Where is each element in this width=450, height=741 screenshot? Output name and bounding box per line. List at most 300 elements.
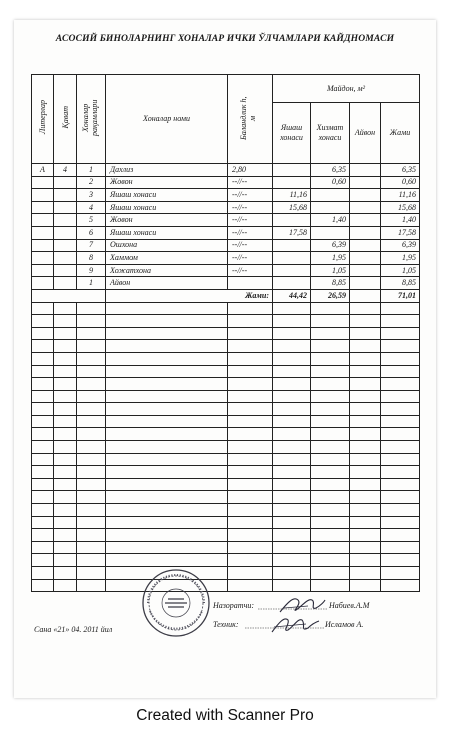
table-row [32, 264, 420, 277]
empty-cell [32, 415, 54, 428]
empty-cell [273, 403, 311, 416]
empty-cell [311, 529, 350, 542]
cell-liter [32, 201, 54, 214]
empty-cell [77, 315, 106, 328]
cell-liter [32, 252, 54, 265]
cell-name: Яшаш хонаси [106, 226, 228, 239]
empty-cell [381, 428, 420, 441]
empty-cell [32, 567, 54, 580]
empty-cell [381, 441, 420, 454]
empty-cell [273, 491, 311, 504]
empty-cell [350, 579, 381, 592]
cell-no: 8 [77, 252, 106, 265]
empty-cell [273, 415, 311, 428]
empty-row [32, 327, 420, 340]
empty-row [32, 478, 420, 491]
empty-cell [32, 516, 54, 529]
cell-height [228, 277, 273, 290]
empty-cell [77, 403, 106, 416]
cell-total: 1,95 [381, 252, 420, 265]
cell-balcony [350, 252, 381, 265]
cell-service [311, 226, 350, 239]
empty-cell [54, 529, 77, 542]
cell-floor [54, 252, 77, 265]
cell-living: 15,68 [273, 201, 311, 214]
scanner-watermark: Created with Scanner Pro [136, 707, 314, 724]
table-row [32, 239, 420, 252]
empty-cell [311, 504, 350, 517]
empty-row [32, 453, 420, 466]
empty-cell [350, 302, 381, 315]
cell-living [273, 277, 311, 290]
empty-cell [228, 478, 273, 491]
cell-no: 4 [77, 201, 106, 214]
cell-name: Жовон [106, 176, 228, 189]
empty-cell [32, 491, 54, 504]
empty-row [32, 554, 420, 567]
cell-no: 1 [77, 164, 106, 177]
cell-total: 0,60 [381, 176, 420, 189]
empty-cell [311, 541, 350, 554]
empty-cell [77, 541, 106, 554]
technician-label: Техник: [213, 620, 239, 629]
empty-cell [311, 340, 350, 353]
empty-cell [106, 453, 228, 466]
empty-cell [106, 378, 228, 391]
header-height: Баландлик h, м [228, 75, 273, 164]
empty-cell [77, 453, 106, 466]
empty-cell [32, 529, 54, 542]
cell-floor: 4 [54, 164, 77, 177]
empty-cell [311, 352, 350, 365]
empty-cell [77, 441, 106, 454]
empty-cell [350, 441, 381, 454]
empty-cell [381, 352, 420, 365]
empty-cell [228, 403, 273, 416]
empty-cell [311, 579, 350, 592]
empty-cell [32, 428, 54, 441]
empty-cell [273, 340, 311, 353]
header-floor: Қават [54, 75, 77, 164]
cell-balcony [350, 164, 381, 177]
empty-row [32, 352, 420, 365]
empty-cell [228, 466, 273, 479]
cell-service: 1,95 [311, 252, 350, 265]
empty-cell [106, 340, 228, 353]
totals-total: 71,01 [381, 289, 420, 302]
empty-cell [350, 453, 381, 466]
empty-cell [54, 340, 77, 353]
empty-cell [77, 327, 106, 340]
empty-cell [311, 403, 350, 416]
empty-cell [54, 567, 77, 580]
empty-cell [54, 541, 77, 554]
empty-cell [77, 428, 106, 441]
empty-cell [273, 441, 311, 454]
cell-height: --//-- [228, 176, 273, 189]
cell-name: Яшаш хонаси [106, 189, 228, 202]
cell-balcony [350, 201, 381, 214]
cell-height: --//-- [228, 239, 273, 252]
cell-service: 0,60 [311, 176, 350, 189]
empty-cell [381, 390, 420, 403]
empty-cell [32, 466, 54, 479]
cell-balcony [350, 176, 381, 189]
empty-cell [273, 504, 311, 517]
cell-no: 6 [77, 226, 106, 239]
cell-balcony [350, 264, 381, 277]
empty-cell [77, 365, 106, 378]
header-room-name: Хоналар номи [106, 75, 228, 164]
empty-cell [77, 491, 106, 504]
empty-row [32, 529, 420, 542]
empty-cell [350, 491, 381, 504]
empty-cell [228, 491, 273, 504]
technician-signature [270, 612, 320, 636]
empty-cell [54, 390, 77, 403]
header-room-no: Хоналар рақамлари [77, 75, 106, 164]
table-row [32, 277, 420, 290]
empty-cell [106, 466, 228, 479]
empty-cell [350, 529, 381, 542]
empty-cell [106, 554, 228, 567]
empty-cell [273, 453, 311, 466]
cell-living [273, 264, 311, 277]
empty-cell [106, 428, 228, 441]
cell-floor [54, 239, 77, 252]
empty-cell [273, 327, 311, 340]
empty-cell [350, 567, 381, 580]
empty-cell [350, 541, 381, 554]
empty-cell [228, 415, 273, 428]
empty-cell [381, 365, 420, 378]
empty-cell [77, 302, 106, 315]
empty-cell [273, 478, 311, 491]
empty-cell [54, 579, 77, 592]
empty-cell [273, 579, 311, 592]
header-liter: Литерлар [32, 75, 54, 164]
empty-cell [106, 491, 228, 504]
empty-cell [228, 541, 273, 554]
empty-cell [311, 390, 350, 403]
empty-cell [32, 340, 54, 353]
inspector-label: Назоратчи: [213, 601, 255, 610]
cell-living [273, 252, 311, 265]
empty-cell [350, 352, 381, 365]
empty-cell [350, 466, 381, 479]
empty-row [32, 441, 420, 454]
empty-row [32, 403, 420, 416]
empty-cell [273, 567, 311, 580]
empty-cell [381, 529, 420, 542]
empty-cell [77, 516, 106, 529]
empty-cell [381, 340, 420, 353]
table-row [32, 164, 420, 177]
cell-total: 15,68 [381, 201, 420, 214]
empty-cell [106, 315, 228, 328]
technician-name: Исламов А. [325, 620, 364, 629]
empty-cell [273, 541, 311, 554]
empty-row [32, 340, 420, 353]
header-service: Хизмат хонаси [311, 103, 350, 164]
empty-cell [106, 302, 228, 315]
empty-cell [381, 478, 420, 491]
empty-cell [106, 415, 228, 428]
empty-cell [228, 352, 273, 365]
empty-cell [350, 415, 381, 428]
cell-floor [54, 201, 77, 214]
empty-cell [228, 365, 273, 378]
cell-liter [32, 277, 54, 290]
table-row [32, 226, 420, 239]
cell-service: 8,85 [311, 277, 350, 290]
cell-empty [350, 289, 381, 302]
empty-cell [77, 504, 106, 517]
table-body [32, 164, 420, 592]
cell-service: 6,35 [311, 164, 350, 177]
cell-name: Ошхона [106, 239, 228, 252]
empty-cell [381, 315, 420, 328]
empty-cell [106, 504, 228, 517]
empty-cell [54, 554, 77, 567]
empty-cell [54, 491, 77, 504]
empty-cell [350, 327, 381, 340]
empty-cell [273, 365, 311, 378]
empty-cell [381, 579, 420, 592]
empty-cell [273, 529, 311, 542]
empty-row [32, 504, 420, 517]
empty-cell [54, 516, 77, 529]
cell-living [273, 176, 311, 189]
empty-cell [228, 428, 273, 441]
empty-cell [77, 352, 106, 365]
cell-height: --//-- [228, 189, 273, 202]
cell-height: --//-- [228, 226, 273, 239]
cell-floor [54, 189, 77, 202]
empty-cell [350, 315, 381, 328]
empty-cell [54, 378, 77, 391]
cell-height: --//-- [228, 252, 273, 265]
cell-service [311, 189, 350, 202]
empty-row [32, 541, 420, 554]
empty-cell [106, 516, 228, 529]
totals-label: Жами: [106, 289, 273, 302]
empty-cell [311, 365, 350, 378]
table-row [32, 214, 420, 227]
table-row [32, 201, 420, 214]
table-row [32, 176, 420, 189]
measurements-table [31, 74, 420, 592]
cell-no: 5 [77, 214, 106, 227]
totals-row [32, 289, 420, 302]
empty-cell [228, 390, 273, 403]
cell-no: 2 [77, 176, 106, 189]
empty-cell [77, 390, 106, 403]
empty-cell [350, 516, 381, 529]
empty-cell [350, 365, 381, 378]
empty-cell [32, 302, 54, 315]
empty-cell [77, 478, 106, 491]
table-row [32, 252, 420, 265]
empty-cell [228, 529, 273, 542]
empty-row [32, 491, 420, 504]
cell-liter [32, 264, 54, 277]
empty-cell [228, 567, 273, 580]
empty-cell [106, 541, 228, 554]
cell-balcony [350, 214, 381, 227]
cell-name: Дахлиз [106, 164, 228, 177]
empty-row [32, 567, 420, 580]
empty-cell [350, 478, 381, 491]
empty-cell [106, 441, 228, 454]
empty-cell [311, 554, 350, 567]
empty-cell [311, 567, 350, 580]
empty-row [32, 315, 420, 328]
cell-floor [54, 214, 77, 227]
empty-cell [106, 403, 228, 416]
empty-cell [228, 516, 273, 529]
empty-cell [54, 441, 77, 454]
empty-cell [311, 478, 350, 491]
cell-total: 8,85 [381, 277, 420, 290]
empty-cell [311, 428, 350, 441]
cell-balcony [350, 239, 381, 252]
empty-cell [32, 327, 54, 340]
empty-cell [273, 315, 311, 328]
empty-cell [311, 441, 350, 454]
cell-floor [54, 277, 77, 290]
empty-row [32, 428, 420, 441]
empty-cell [381, 567, 420, 580]
empty-cell [350, 403, 381, 416]
empty-cell [32, 315, 54, 328]
cell-living [273, 164, 311, 177]
cell-liter [32, 176, 54, 189]
empty-cell [273, 428, 311, 441]
empty-row [32, 415, 420, 428]
cell-floor [54, 176, 77, 189]
cell-floor [54, 226, 77, 239]
cell-liter: А [32, 164, 54, 177]
empty-cell [381, 466, 420, 479]
cell-service: 1,40 [311, 214, 350, 227]
empty-cell [77, 415, 106, 428]
empty-cell [381, 453, 420, 466]
empty-cell [350, 390, 381, 403]
empty-cell [311, 516, 350, 529]
empty-cell [311, 327, 350, 340]
empty-cell [106, 478, 228, 491]
cell-total: 1,05 [381, 264, 420, 277]
cell-name: Жовон [106, 214, 228, 227]
totals-living: 44,42 [273, 289, 311, 302]
empty-cell [381, 378, 420, 391]
cell-total: 11,16 [381, 189, 420, 202]
empty-cell [106, 529, 228, 542]
empty-cell [106, 352, 228, 365]
header-total: Жами [381, 103, 420, 164]
empty-cell [77, 378, 106, 391]
cell-no: 7 [77, 239, 106, 252]
cell-name: Айвон [106, 277, 228, 290]
empty-cell [273, 554, 311, 567]
empty-cell [381, 415, 420, 428]
empty-cell [32, 541, 54, 554]
empty-cell [54, 327, 77, 340]
cell-liter [32, 239, 54, 252]
cell-no: 1 [77, 277, 106, 290]
empty-cell [32, 365, 54, 378]
header-living: Яшаш хонаси [273, 103, 311, 164]
header-balcony: Айвон [350, 103, 381, 164]
cell-living [273, 239, 311, 252]
cell-liter [32, 189, 54, 202]
empty-cell [311, 315, 350, 328]
empty-cell [228, 340, 273, 353]
empty-cell [77, 554, 106, 567]
empty-cell [54, 478, 77, 491]
cell-empty [32, 289, 106, 302]
empty-cell [54, 315, 77, 328]
empty-cell [228, 315, 273, 328]
empty-cell [77, 579, 106, 592]
cell-name: Хаммом [106, 252, 228, 265]
empty-cell [273, 352, 311, 365]
empty-cell [32, 378, 54, 391]
empty-cell [381, 554, 420, 567]
empty-cell [106, 390, 228, 403]
empty-cell [54, 302, 77, 315]
empty-row [32, 378, 420, 391]
empty-cell [77, 466, 106, 479]
empty-row [32, 516, 420, 529]
cell-liter [32, 214, 54, 227]
cell-height: --//-- [228, 214, 273, 227]
empty-cell [77, 567, 106, 580]
empty-cell [32, 390, 54, 403]
cell-balcony [350, 226, 381, 239]
cell-height: 2,80 [228, 164, 273, 177]
empty-row [32, 466, 420, 479]
empty-cell [228, 302, 273, 315]
empty-cell [77, 340, 106, 353]
empty-cell [32, 441, 54, 454]
empty-cell [32, 453, 54, 466]
empty-cell [381, 327, 420, 340]
cell-floor [54, 264, 77, 277]
empty-cell [350, 378, 381, 391]
empty-cell [32, 504, 54, 517]
cell-service: 1,05 [311, 264, 350, 277]
empty-cell [54, 403, 77, 416]
empty-cell [77, 529, 106, 542]
cell-living: 17,58 [273, 226, 311, 239]
cell-height: --//-- [228, 264, 273, 277]
empty-cell [228, 554, 273, 567]
header-area-group: Майдон, м² [273, 75, 420, 103]
round-seal-stamp [140, 567, 212, 639]
empty-cell [228, 327, 273, 340]
empty-cell [54, 466, 77, 479]
empty-row [32, 302, 420, 315]
empty-cell [54, 365, 77, 378]
empty-cell [273, 302, 311, 315]
cell-name: Хожатхона [106, 264, 228, 277]
cell-balcony [350, 277, 381, 290]
cell-total: 17,58 [381, 226, 420, 239]
empty-cell [381, 541, 420, 554]
empty-cell [350, 504, 381, 517]
